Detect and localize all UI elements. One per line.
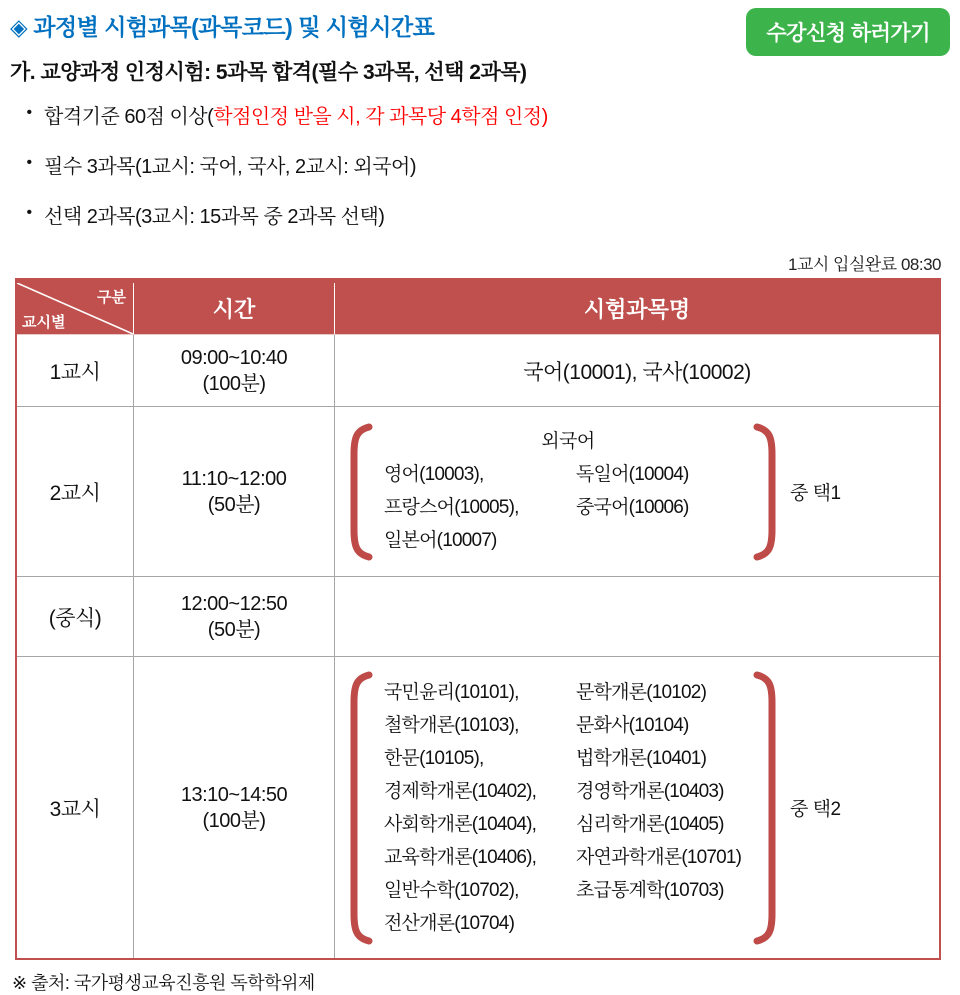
choice-bracket-left-icon	[348, 422, 374, 562]
bullet-list	[14, 100, 960, 229]
exam-timetable	[15, 278, 941, 960]
subject-grid	[384, 458, 752, 557]
time-cell	[134, 335, 335, 406]
period-cell: (중식)	[17, 577, 134, 656]
time-cell	[134, 577, 335, 656]
time-duration: (100분)	[202, 372, 266, 395]
subject-list	[374, 426, 752, 557]
period-cell: 1교시	[17, 335, 134, 406]
subject-item	[576, 907, 752, 940]
table-row-period1	[17, 335, 939, 407]
subject-item: 초급통계학(10703)	[576, 879, 724, 901]
choice-label: 중 택2	[790, 799, 841, 820]
bullet-text-black: 선택 2과목(3교시: 15과목 중 2과목 선택)	[44, 206, 385, 228]
subject-item	[576, 524, 752, 557]
subject-item: 독일어(10004)	[576, 464, 689, 485]
subject-item: 교육학개론(10406),	[384, 846, 537, 868]
choice-bracket-right-icon	[752, 670, 778, 946]
table-row-lunch	[17, 577, 939, 657]
time-duration: (100분)	[202, 809, 266, 832]
subject-cell: 국어(10001), 국사(10002)	[523, 360, 751, 384]
page-title-text: 과정별 시험과목(과목코드) 및 시험시간표	[33, 14, 435, 40]
subject-item: 프랑스어(10005),	[384, 497, 519, 518]
subject-item: 문화사(10104)	[576, 714, 689, 736]
group-title: 외국어	[541, 431, 595, 452]
bullet-text	[44, 150, 416, 179]
entry-deadline-note: 1교시 입실완료 08:30	[788, 255, 941, 274]
time-range: 13:10~14:50	[180, 783, 288, 806]
bullet-icon: •	[26, 154, 32, 171]
corner-label-bottom: 교시별	[22, 314, 66, 331]
table-row-period3	[17, 657, 939, 958]
bullet-text-red: 학점인정 받을 시, 각 과목당 4학점 인정)	[213, 106, 548, 128]
subject-item: 문학개론(10102)	[576, 681, 707, 703]
header-cell-corner	[17, 283, 134, 334]
time-range: 09:00~10:40	[180, 346, 288, 369]
subject-item: 한문(10105),	[384, 747, 484, 769]
subject-item: 전산개론(10704)	[384, 912, 515, 934]
subject-grid	[384, 676, 752, 940]
subject-cell	[335, 657, 939, 958]
bullet-text-black: 합격기준 60점 이상(	[44, 106, 214, 128]
time-range: 12:00~12:50	[180, 592, 288, 615]
subject-item: 일반수학(10702),	[384, 879, 519, 901]
table-header-row	[17, 283, 939, 335]
subject-item: 영어(10003),	[384, 464, 484, 485]
page-title	[10, 14, 434, 40]
bullet-icon: •	[26, 104, 32, 121]
subject-item: 일본어(10007)	[384, 530, 497, 551]
header-cell-subject: 시험과목명	[583, 297, 691, 322]
subject-item: 중국어(10006)	[576, 497, 689, 518]
signup-button[interactable]: 수강신청 하러가기	[746, 8, 950, 56]
section-heading: 가. 교양과정 인정시험: 5과목 합격(필수 3과목, 선택 2과목)	[10, 61, 527, 84]
diamond-icon: ◈	[10, 14, 28, 40]
foreign-language-group	[348, 422, 841, 562]
subject-item: 자연과학개론(10701)	[576, 846, 742, 868]
subject-cell	[335, 407, 939, 576]
time-cell	[134, 407, 335, 576]
choice-bracket-right-icon	[752, 422, 778, 562]
subject-item: 경제학개론(10402),	[384, 780, 537, 802]
table-row-period2	[17, 407, 939, 577]
bullet-item	[14, 200, 960, 229]
time-range: 11:10~12:00	[181, 467, 287, 490]
subject-item: 법학개론(10401)	[576, 747, 707, 769]
time-duration: (50분)	[207, 618, 261, 641]
header-cell-time: 시간	[134, 283, 335, 334]
bullet-icon: •	[26, 204, 32, 221]
subject-item: 경영학개론(10403)	[576, 780, 724, 802]
bullet-item	[14, 100, 960, 129]
corner-label-top: 구분	[97, 289, 126, 306]
choice-label: 중 택1	[790, 483, 841, 504]
source-note: ※ 출처: 국가평생교육진흥원 독학학위제	[12, 973, 315, 993]
subject-item: 심리학개론(10405)	[576, 813, 724, 835]
choice-bracket-left-icon	[348, 670, 374, 946]
elective-subject-group	[348, 670, 841, 946]
period-cell: 2교시	[17, 407, 134, 576]
time-duration: (50분)	[207, 493, 261, 516]
time-cell	[134, 657, 335, 958]
subject-item: 철학개론(10103),	[384, 714, 519, 736]
subject-item: 국민윤리(10101),	[384, 681, 519, 703]
bullet-item	[14, 150, 960, 179]
bullet-text-black: 필수 3과목(1교시: 국어, 국사, 2교시: 외국어)	[44, 156, 416, 178]
period-cell: 3교시	[17, 657, 134, 958]
subject-item: 사회학개론(10404),	[384, 813, 537, 835]
page-header	[0, 0, 960, 52]
bullet-text	[44, 200, 384, 229]
bullet-text	[44, 100, 548, 129]
subject-list	[374, 676, 752, 940]
subject-cell	[335, 577, 939, 656]
